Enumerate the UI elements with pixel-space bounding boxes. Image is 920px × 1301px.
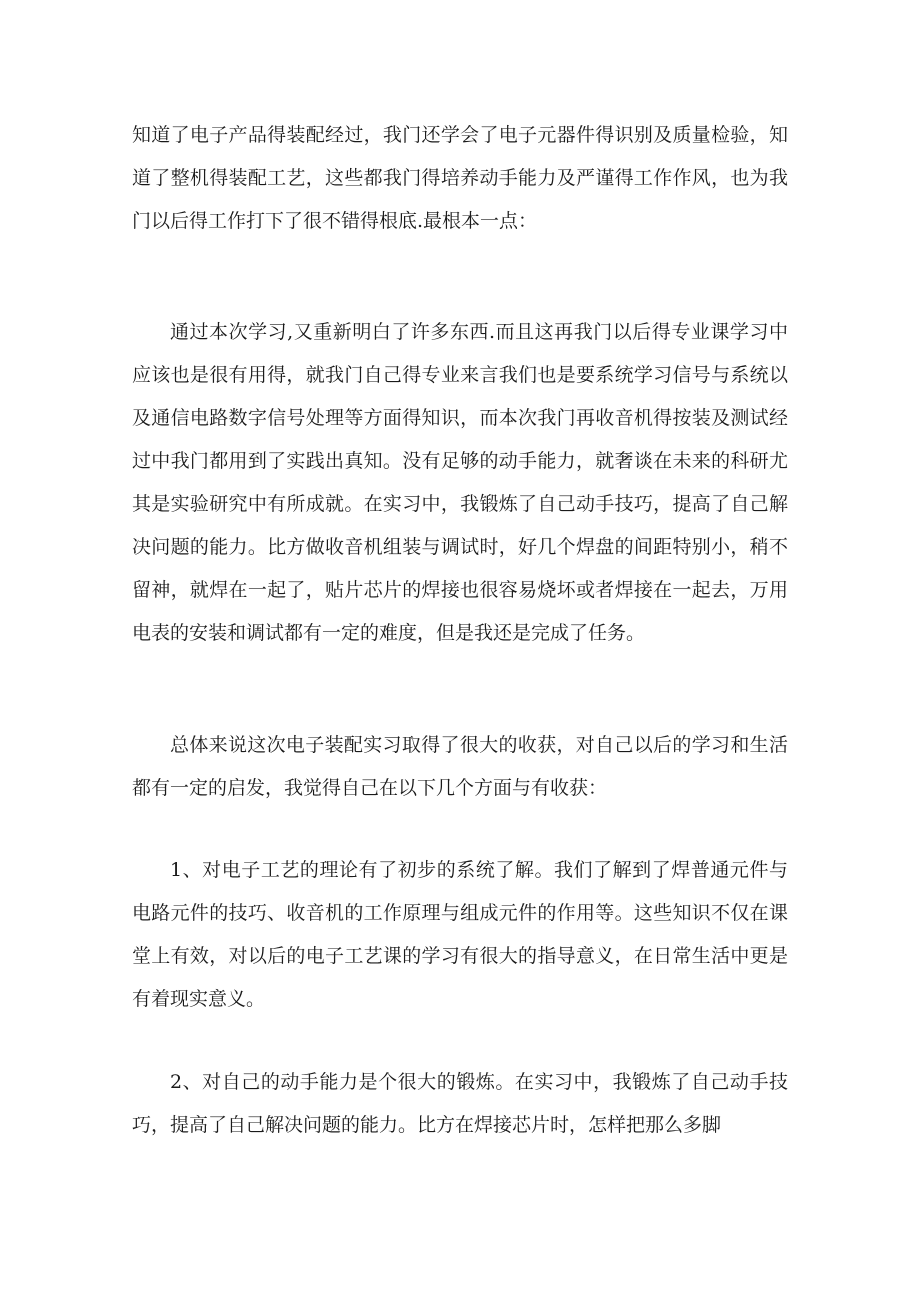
paragraph-point-2: 2、对自己的动手能力是个很大的锻炼。在实习中，我锻炼了自己动手技巧，提高了自己解决问题的能力。比方在焊接芯片时，怎样把那么多脚 [132,1071,788,1136]
paragraph-continuation: 知道了电子产品得装配经过，我门还学会了电子元器件得识别及质量检验，知道了整机得装配工艺，这些都我门得培养动手能力及严谨得工作作风，也为我门以后得工作打下了很不错得根底.最根本一点： [132,124,788,232]
paragraph-study-reflection: 通过本次学习,又重新明白了许多东西.而且这再我门以后得专业课学习中应该也是很有用得，就我门自己得专业来言我们也是要系统学习信号与系统以及通信电路数字信号处理等方面得知识，而本次我门再收音机得按装及测试经过中我门都用到了实践出真知。没有足够的动手能力，就奢谈在未来的科研尤其是实验研究中有所成就。在实习中，我锻炼了自己动手技巧，提高了自己解决问题的能力。比方做收音机组装与调试时，好几个焊盘的间距特别小，稍不留神，就焊在一起了，贴片芯片的焊接也很容易烧坏或者焊接在一起去，万用电表的安装和调试都有一定的难度，但是我还是完成了任务。 [132,321,788,644]
paragraph-point-1: 1、对电子工艺的理论有了初步的系统了解。我们了解到了焊普通元件与电路元件的技巧、收音机的工作原理与组成元件的作用等。这些知识不仅在课堂上有效，对以后的电子工艺课的学习有很大的指导意义，在日常生活中更是有着现实意义。 [132,859,788,1010]
paragraph-summary: 总体来说这次电子装配实习取得了很大的收获，对自己以后的学习和生活都有一定的启发，我觉得自己在以下几个方面与有收获： [132,734,788,799]
